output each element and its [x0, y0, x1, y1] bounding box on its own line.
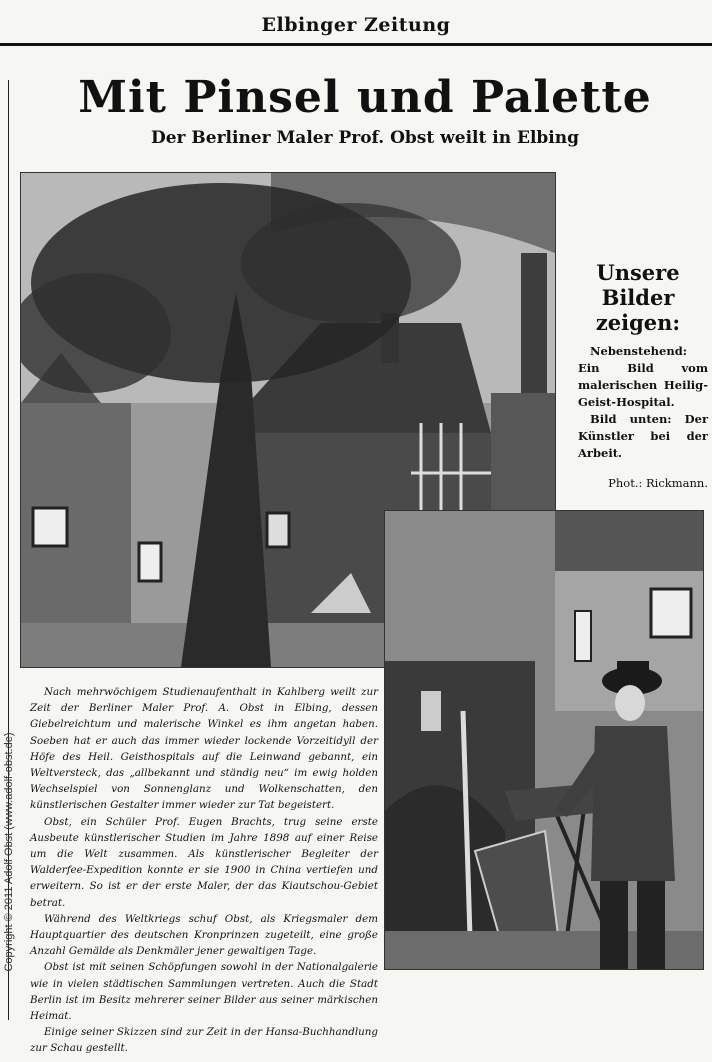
caption-paragraph: Nebenstehend: Ein Bild vom malerischen Heilig-Geist-Hospital.	[578, 344, 708, 409]
caption-title-line2: zeigen:	[595, 310, 681, 335]
article-paragraph: Obst, ein Schüler Prof. Eugen Brachts, trug seine erste Ausbeute künstlerischer Studien im Jahre 1898 auf einer Reise um die Welt zusammen. Als künstlerischer Begleiter der Walderfee-Expedition konnte er sie 1900 in China vertiefen und erweitern. So ist er der erste Maler, der das Kiautschou-Gebiet betrat.	[30, 815, 378, 909]
caption-title-line1: Unsere Bilder	[596, 260, 680, 310]
article-subheadline: Der Berliner Maler Prof. Obst weilt in Elbing	[150, 128, 580, 148]
article-paragraph: Während des Weltkriegs schuf Obst, als Kriegsmaler dem Hauptquartier des deutschen Kronprinzen zugeteilt, eine große Anzahl Gemälde als Denkmäler jener gewaltigen Tage.	[30, 912, 378, 958]
article-paragraph: Einige seiner Skizzen sind zur Zeit in der Hansa-Buchhandlung zur Schau gestellt.	[30, 1026, 378, 1055]
masthead	[0, 0, 712, 46]
article-paragraph: Obst ist mit seinen Schöpfungen sowohl in der Nationalgalerie wie in vielen städtischen Sammlungen vertreten. Auch die Stadt Berlin ist im Besitz mehrerer seiner Bilder aus seiner märkischen Heimat.	[30, 961, 378, 1023]
caption-paragraph: Bild unten: Der Künstler bei der Arbeit.	[578, 412, 708, 460]
article-headline: Mit Pinsel und Palette	[78, 72, 652, 123]
photo-caption-box	[568, 260, 708, 490]
artist-at-work-illustration	[385, 511, 703, 969]
artist-at-work-photo	[384, 510, 704, 970]
photo-credit: Phot.: Rickmann.	[608, 476, 708, 490]
caption-body	[578, 343, 708, 462]
article-paragraph: Nach mehrwöchigem Studienaufenthalt in Kahlberg weilt zur Zeit der Berliner Maler Prof. A. Obst in Elbing, dessen Giebelreichtum und malerische Winkel es ihm angetan haben. Soeben hat er auch das immer wieder lockende Vorzeitidyll der Höfe des Heil. Geisthospitals auf die Leinwand gebannt, ein Weltversteck, das „allbekannt und ständig neu“ im ewig holden Wechselspiel von Sonnenglanz und Wolkenschatten, den künstlerischen Gestalter immer wieder zur Tat begeistert.	[30, 686, 378, 812]
copyright-notice: Copyright © 2011 Adolf Obst (www.adolf-obst.de)	[3, 732, 15, 972]
newspaper-title: Elbinger Zeitung	[261, 14, 451, 36]
article-body	[30, 684, 378, 1057]
